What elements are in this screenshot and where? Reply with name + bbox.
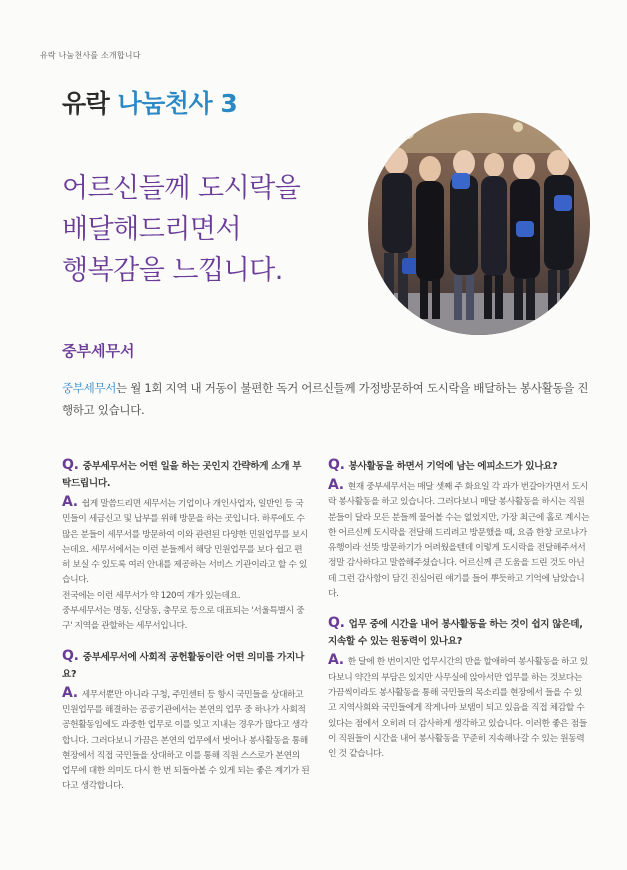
question-text: 중부세무서는 어떤 일을 하는 곳인지 간략하게 소개 부탁드립니다. [62,461,302,489]
answer [62,686,310,795]
question-text: 봉사활동을 하면서 기억에 남는 에피소드가 있나요? [348,461,558,472]
answer-text: 현재 중부세무서는 매달 셋째 주 화요일 각 과가 번갈아가면서 도시락 봉사활동을 하고 있습니다. 그러다보니 매달 봉사활동을 하시는 직원분들이 달라 모든 분들께 물어볼 수는 없었지만, 가장 최근에 홀로 계시는 한 어르신께 도시락을 전달해 드리려고 방문했을 때, 요즘 한창 코로나가 유행이라 선뜻 방문하기가 어려웠을텐데 이렇게 도시락을 전달해주셔서 정말 감사하다고 말씀해주셨습니다. 어르신께 큰 도움을 드린 것도 아닌데 그런 감사함이 담긴 진심어린 얘기를 들어 뿌듯하고 기억에 남았습니다. [328,482,590,600]
answer-paragraph: 전국에는 이런 세무서가 약 120여 개가 있는데요. [62,590,241,601]
answer-paragraph [328,653,590,762]
answer-text: 세무서뿐만 아니라 구청, 주민센터 등 항시 국민들을 상대하고 민원업무를 해결하는 공공기관에서는 본연의 업무 중 하나가 사회적 공헌활동임에도 과중한 업무로 이를 잊고 지내는 경우가 많다고 생각합니다. 그러다보니 가끔은 본연의 업무에서 벗어나 봉사활동을 통해 현장에서 직접 국민들을 상대하고 이를 통해 직원 스스로가 본연의 업무에 대한 의미도 다시 한 번 되돌아볼 수 있게 되는 좋은 계기가 된다고 생각합니다. [62,689,310,792]
question-mark: Q. [62,457,79,473]
intro-highlight: 중부세무서 [62,381,117,395]
answer-mark: A. [62,684,78,701]
right-column [328,457,590,775]
question [62,457,310,492]
answer-paragraph [62,686,310,795]
question-mark: Q. [328,615,345,632]
question [328,457,590,475]
group-photo [368,113,590,335]
answer [328,478,590,602]
title-prefix: 유락 [62,89,110,118]
volunteer-group-photo [368,113,590,335]
headline-line-2: 배달해드리면서 [62,214,242,245]
headline-line-1: 어르신들께 도시락을 [62,173,301,204]
answer-mark: A. [328,477,344,493]
answer-mark: A. [62,494,78,510]
office-name: 중부세무서 [62,342,135,360]
answer [62,495,310,635]
question [328,615,590,650]
intro-paragraph [62,377,590,421]
left-column [62,457,310,808]
question-text: 업무 중에 시간을 내어 봉사활동을 하는 것이 쉽지 않은데, 지속할 수 있는 원동력이 있나요? [328,619,583,648]
section-kicker: 유락 나눔천사를 소개합니다 [40,51,141,60]
answer-mark: A. [328,652,344,669]
qa-item [328,615,590,762]
qa-item [62,648,310,795]
answer-paragraph [62,495,310,589]
answer-paragraph: 중부세무서는 명동, 신당동, 충무로 등으로 대표되는 '서울특별시 중구' 지역을 관할하는 세무서입니다. [62,606,305,632]
answer [328,653,590,762]
answer-text: 한 달에 한 번이지만 업무시간의 반을 할애하여 봉사활동을 하고 있다보니 약간의 부담은 있지만 사무실에 앉아서만 업무를 하는 것보다는 가끔씩이라도 봉사활동을 통해 국민들의 목소리를 현장에서 들을 수 있고 지역사회와 국민들에게 작게나마 보탬이 되고 있음을 직접 체감할 수 있다는 점에서 오히려 더 감사하게 생각하고 있습니다. 이러한 좋은 점들이 직원들이 시간을 내어 봉사활동을 꾸준히 지속해나갈 수 있는 원동력인 것 같습니다. [328,657,588,760]
answer-paragraph [328,478,590,602]
title-accent: 나눔천사 3 [117,89,238,118]
qa-item [62,457,310,635]
question-text: 중부세무서에 사회적 공헌활동이란 어떤 의미를 가지나요? [62,651,305,680]
question-mark: Q. [62,647,79,664]
question [62,648,310,683]
question-mark: Q. [328,457,345,473]
headline [62,168,362,291]
page-title [62,84,237,120]
answer-text: 쉽게 말씀드리면 세무서는 기업이나 개인사업자, 일반인 등 국민들이 세금신고 및 납부를 위해 방문을 하는 곳입니다. 하루에도 수많은 분들이 세무서를 방문하여 이와 관련된 다양한 민원업무를 보시는데요. 세무서에서는 이런 분들께서 해당 민원업무를 보다 쉽고 편히 보실 수 있도록 여러 안내를 제공하는 서비스 기관이라고 할 수 있습니다. [62,499,308,586]
intro-text: 는 월 1회 지역 내 거동이 불편한 독거 어르신들께 가정방문하여 도시락을 배달하는 봉사활동을 진행하고 있습니다. [62,381,589,417]
headline-line-3: 행복감을 느낍니다. [62,255,283,286]
qa-item [328,457,590,602]
